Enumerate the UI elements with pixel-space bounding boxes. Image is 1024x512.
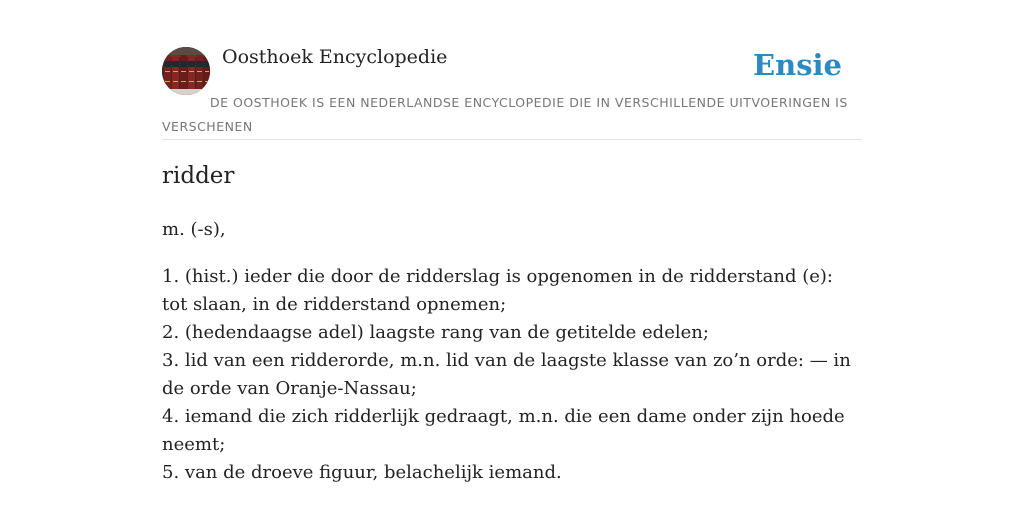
site-title[interactable]: Oosthoek Encyclopedie [222, 46, 448, 68]
definition-item: 2. (hedendaagse adel) laagste rang van de getitelde edelen; [162, 322, 709, 343]
definition-list [162, 263, 852, 487]
entry-title: ridder [162, 163, 235, 189]
definition-item: 3. lid van een ridderorde, m.n. lid van de laagste klasse van zo’n orde: — in de orde van Oranje-Nassau; [162, 350, 851, 399]
encyclopedia-books-icon[interactable] [162, 47, 210, 95]
entry-grammar: m. (-s), [162, 219, 226, 240]
definition-item: 5. van de droeve figuur, belachelijk iemand. [162, 462, 562, 483]
page-container [162, 0, 862, 483]
definition-item: 1. (hist.) ieder die door de ridderslag is opgenomen in de ridderstand (e): tot slaan, in de ridderstand opnemen; [162, 266, 833, 315]
ensie-logo-link[interactable]: Ensie [753, 48, 842, 82]
definition-item: 4. iemand die zich ridderlijk gedraagt, m.n. die een dame onder zijn hoede neemt; [162, 406, 845, 455]
page-header [162, 0, 862, 140]
site-tagline: DE OOSTHOEK IS EEN NEDERLANDSE ENCYCLOPEDIE DIE IN VERSCHILLENDE UITVOERINGEN IS VERSCHENEN [162, 95, 848, 134]
header-divider [162, 139, 862, 140]
